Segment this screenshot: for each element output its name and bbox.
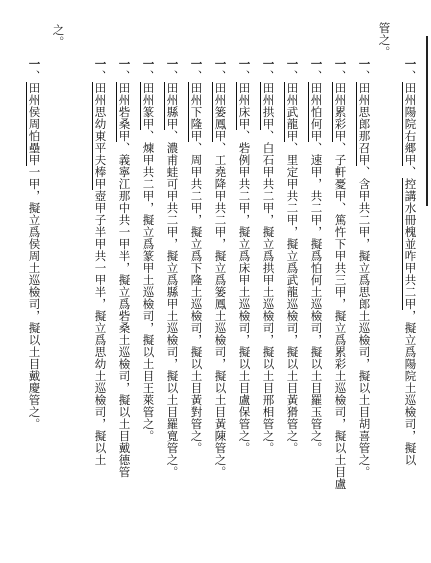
- column-segment: ，擬立爲陽院土巡檢司，擬以: [403, 310, 418, 466]
- column-segment: 一: [309, 58, 324, 70]
- column-segment: 、: [403, 70, 418, 82]
- column-segment: 、: [117, 70, 132, 82]
- column-segment: 一: [285, 58, 300, 70]
- column-segment: 一: [333, 58, 348, 70]
- column-segment: 、速甲，共二甲，擬爲怕何土巡檢司，擬以土目羅玉管之。: [309, 142, 324, 454]
- column-segment: 一: [141, 58, 156, 70]
- column-segment: 一甲，擬立爲侯周土巡檢司，擬以土目戴慶管之。: [27, 166, 42, 430]
- text-column-4: [334, 58, 346, 490]
- text-column-8: [238, 58, 250, 454]
- text-column-13: [118, 58, 130, 478]
- column-segment: 、工堯降甲共二甲，擬立爲篓鳳土巡檢司，擬以土目黃陳管之。: [213, 142, 228, 478]
- column-segment: 、煉甲共二甲，擬立爲篆甲土巡檢司，擬以土目王萊管之。: [141, 130, 156, 442]
- text-column-3: [358, 58, 370, 478]
- text-column-1: [378, 22, 390, 58]
- underlined-place-name: 田州篓鳳甲: [213, 82, 228, 142]
- underlined-place-name: 田州侯周怕壘甲: [27, 82, 42, 166]
- text-column-15: [52, 24, 64, 48]
- underlined-place-name: 控講水冊槐並咋甲共二甲: [403, 178, 418, 310]
- underlined-place-name: 田州武龍甲: [285, 82, 300, 142]
- column-segment: 、濃甫蛙可甲共二甲，擬立爲縣甲土巡檢司，擬以土目羅寬管之。: [165, 130, 180, 478]
- text-column-5: [310, 58, 322, 454]
- column-segment: 一: [189, 58, 204, 70]
- column-segment: 、: [357, 70, 372, 82]
- underlined-place-name: 田州思幼東平夫棒甲: [93, 82, 108, 190]
- column-segment: 一: [237, 58, 252, 70]
- text-column-11: [166, 58, 178, 478]
- text-column-14: [94, 58, 106, 466]
- underlined-place-name: 田州砦桑甲: [117, 82, 132, 142]
- column-segment: 、: [27, 70, 42, 82]
- text-column-9: [214, 58, 226, 478]
- text-column-12: [142, 58, 154, 442]
- underlined-place-name: 田州下隆甲: [189, 82, 204, 142]
- column-segment: 一: [213, 58, 228, 70]
- column-segment: 、: [189, 70, 204, 82]
- column-segment: 、子軒憂甲、篤忤下甲共三甲，擬立爲累彩土巡檢司，擬以土目盧: [333, 142, 348, 490]
- column-segment: 、義寧江那中共一甲半，擬立爲砦桑土巡檢司，擬以土目戴德管: [117, 142, 132, 478]
- column-segment: 一: [357, 58, 372, 70]
- column-segment: 、砦例甲共二甲，擬立爲床甲土巡檢司，擬以土目盧保管之。: [237, 130, 252, 454]
- column-segment: 一: [117, 58, 132, 70]
- underlined-place-name: 田州陽院右郷甲: [403, 82, 418, 166]
- column-segment: 管之。: [377, 22, 392, 58]
- column-segment: 、: [237, 70, 252, 82]
- text-column-7: [262, 58, 274, 454]
- column-segment: 、: [213, 70, 228, 82]
- column-segment: 、: [261, 70, 276, 82]
- column-segment: 、: [93, 70, 108, 82]
- underlined-place-name: 田州床甲: [237, 82, 252, 130]
- underlined-place-name: 田州思郎那召甲: [357, 82, 372, 166]
- column-segment: 一: [93, 58, 108, 70]
- column-segment: 一: [27, 58, 42, 70]
- column-segment: 、里定甲共二甲，擬立爲武龍巡檢司，擬以土目黃猾管之。: [285, 142, 300, 454]
- underlined-place-name: 田州縣甲: [165, 82, 180, 130]
- column-segment: 一: [261, 58, 276, 70]
- column-segment: 、: [403, 166, 418, 178]
- underlined-place-name: 田州怕何甲: [309, 82, 324, 142]
- column-segment: 、: [285, 70, 300, 82]
- text-column-10: [190, 58, 202, 454]
- page-edge-rule: [426, 36, 431, 206]
- column-segment: 、: [309, 70, 324, 82]
- column-segment: 一: [165, 58, 180, 70]
- column-segment: 、周甲共二甲，擬立爲下隆土巡檢司，擬以土目黃對管之。: [189, 142, 204, 454]
- column-segment: 、: [333, 70, 348, 82]
- underlined-place-name: 田州累彩甲: [333, 82, 348, 142]
- text-column-2: [404, 58, 416, 466]
- column-segment: 之。: [51, 24, 66, 48]
- underlined-place-name: 田州拱甲: [261, 82, 276, 130]
- column-segment: 一: [403, 58, 418, 70]
- column-segment: 、: [141, 70, 156, 82]
- text-column-16: [28, 58, 40, 430]
- column-segment: 壺甲子半甲共一甲半，擬立爲思幼土巡檢司，擬以土: [93, 190, 108, 466]
- column-segment: 、含甲共二甲，擬立爲思郎土巡檢司，擬以土目胡喜管之。: [357, 166, 372, 478]
- column-segment: 、: [165, 70, 180, 82]
- column-segment: 、白石甲共二甲，擬立爲拱甲土巡檢司，擬以土目邢相管之。: [261, 130, 276, 454]
- underlined-place-name: 田州篆甲: [141, 82, 156, 130]
- text-column-6: [286, 58, 298, 454]
